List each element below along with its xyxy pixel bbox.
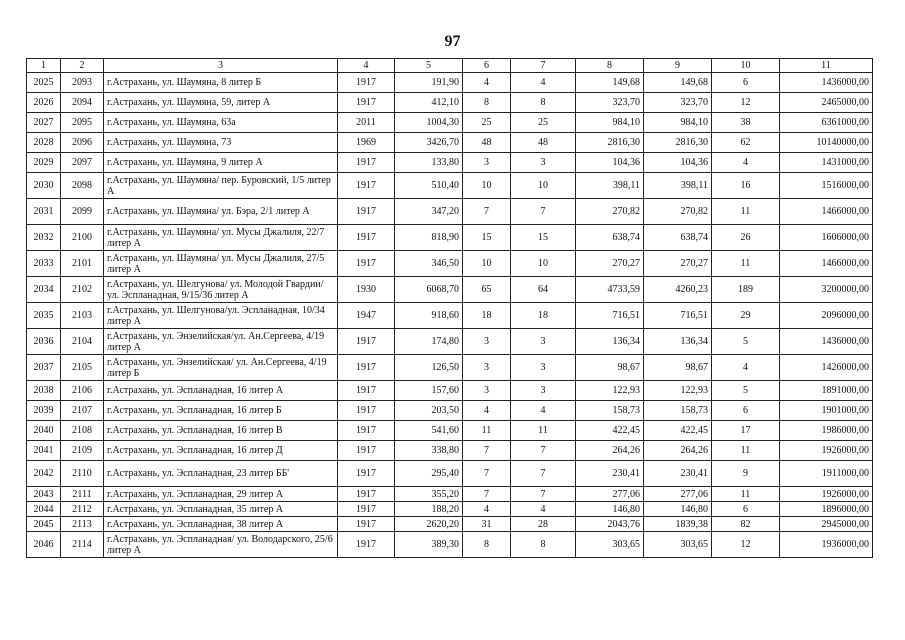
column-6-cell: 15: [463, 225, 511, 251]
column-9-cell: 230,41: [644, 461, 712, 487]
value-cell: 1911000,00: [780, 461, 873, 487]
registry-number-cell: 2110: [61, 461, 104, 487]
table-row: [27, 461, 873, 487]
table-row: [27, 73, 873, 93]
table-row: [27, 93, 873, 113]
column-10-cell: 11: [712, 441, 780, 461]
column-7-cell: 18: [511, 303, 576, 329]
column-10-cell: 6: [712, 401, 780, 421]
value-cell: 1891000,00: [780, 381, 873, 401]
year-cell: 1917: [338, 532, 395, 558]
value-cell: 1436000,00: [780, 73, 873, 93]
row-number-cell: 2039: [27, 401, 61, 421]
column-header: 7: [511, 59, 576, 73]
registry-number-cell: 2111: [61, 487, 104, 502]
registry-number-cell: 2103: [61, 303, 104, 329]
area-cell: 346,50: [395, 251, 463, 277]
row-number-cell: 2040: [27, 421, 61, 441]
column-10-cell: 38: [712, 113, 780, 133]
table-row: [27, 153, 873, 173]
value-cell: 1426000,00: [780, 355, 873, 381]
registry-number-cell: 2098: [61, 173, 104, 199]
table-row: [27, 251, 873, 277]
year-cell: 1917: [338, 461, 395, 487]
row-number-cell: 2032: [27, 225, 61, 251]
column-10-cell: 5: [712, 329, 780, 355]
row-number-cell: 2034: [27, 277, 61, 303]
column-6-cell: 3: [463, 381, 511, 401]
registry-number-cell: 2105: [61, 355, 104, 381]
value-cell: 1986000,00: [780, 421, 873, 441]
column-7-cell: 28: [511, 517, 576, 532]
column-8-cell: 149,68: [576, 73, 644, 93]
value-cell: 3200000,00: [780, 277, 873, 303]
registry-number-cell: 2114: [61, 532, 104, 558]
year-cell: 1917: [338, 199, 395, 225]
column-7-cell: 3: [511, 329, 576, 355]
address-cell: г.Астрахань, ул. Эспланадная, 29 литер А: [104, 487, 338, 502]
year-cell: 1917: [338, 173, 395, 199]
column-header: 6: [463, 59, 511, 73]
table-row: [27, 113, 873, 133]
area-cell: 1004,30: [395, 113, 463, 133]
column-9-cell: 149,68: [644, 73, 712, 93]
column-7-cell: 4: [511, 73, 576, 93]
column-8-cell: 716,51: [576, 303, 644, 329]
column-9-cell: 98,67: [644, 355, 712, 381]
table-row: [27, 303, 873, 329]
address-cell: г.Астрахань, ул. Энзелийская/ул. Ан.Сергеева, 4/19 литер А: [104, 329, 338, 355]
address-cell: г.Астрахань, ул. Эспланадная, 16 литер Б: [104, 401, 338, 421]
row-number-cell: 2037: [27, 355, 61, 381]
column-10-cell: 17: [712, 421, 780, 441]
value-cell: 10140000,00: [780, 133, 873, 153]
column-8-cell: 422,45: [576, 421, 644, 441]
area-cell: 541,60: [395, 421, 463, 441]
area-cell: 347,20: [395, 199, 463, 225]
area-cell: 126,50: [395, 355, 463, 381]
column-6-cell: 7: [463, 199, 511, 225]
column-9-cell: 136,34: [644, 329, 712, 355]
column-9-cell: 2816,30: [644, 133, 712, 153]
address-cell: г.Астрахань, ул. Шаумяна, 63а: [104, 113, 338, 133]
column-6-cell: 18: [463, 303, 511, 329]
row-number-cell: 2041: [27, 441, 61, 461]
area-cell: 6068,70: [395, 277, 463, 303]
column-8-cell: 122,93: [576, 381, 644, 401]
column-7-cell: 7: [511, 461, 576, 487]
column-7-cell: 11: [511, 421, 576, 441]
column-header: 10: [712, 59, 780, 73]
column-header: 11: [780, 59, 873, 73]
row-number-cell: 2033: [27, 251, 61, 277]
row-number-cell: 2042: [27, 461, 61, 487]
value-cell: 6361000,00: [780, 113, 873, 133]
table-row: [27, 441, 873, 461]
address-cell: г.Астрахань, ул. Шелгунова/ ул. Молодой Гвардии/ ул. Эспланадная, 9/15/36 литер А: [104, 277, 338, 303]
column-8-cell: 98,67: [576, 355, 644, 381]
registry-number-cell: 2094: [61, 93, 104, 113]
year-cell: 1917: [338, 251, 395, 277]
table-row: [27, 381, 873, 401]
column-8-cell: 270,82: [576, 199, 644, 225]
column-7-cell: 64: [511, 277, 576, 303]
registry-number-cell: 2107: [61, 401, 104, 421]
column-6-cell: 8: [463, 532, 511, 558]
column-9-cell: 4260,23: [644, 277, 712, 303]
column-7-cell: 7: [511, 441, 576, 461]
table-row: [27, 401, 873, 421]
property-table: [26, 58, 873, 558]
table-row: [27, 329, 873, 355]
table-body: [27, 59, 873, 558]
column-header: 2: [61, 59, 104, 73]
table-row: [27, 133, 873, 153]
address-cell: г.Астрахань, ул. Шаумяна/ ул. Мусы Джалиля, 22/7 литер А: [104, 225, 338, 251]
table-row: [27, 487, 873, 502]
year-cell: 1917: [338, 355, 395, 381]
registry-number-cell: 2104: [61, 329, 104, 355]
column-10-cell: 26: [712, 225, 780, 251]
column-7-cell: 8: [511, 93, 576, 113]
column-10-cell: 12: [712, 532, 780, 558]
area-cell: 412,10: [395, 93, 463, 113]
page-number: 97: [444, 33, 461, 50]
table-row: [27, 173, 873, 199]
area-cell: 133,80: [395, 153, 463, 173]
year-cell: 1917: [338, 381, 395, 401]
area-cell: 174,80: [395, 329, 463, 355]
column-10-cell: 29: [712, 303, 780, 329]
column-7-cell: 4: [511, 401, 576, 421]
row-number-cell: 2045: [27, 517, 61, 532]
year-cell: 1917: [338, 93, 395, 113]
table-row: [27, 199, 873, 225]
column-9-cell: 303,65: [644, 532, 712, 558]
area-cell: 918,60: [395, 303, 463, 329]
column-7-cell: 48: [511, 133, 576, 153]
address-cell: г.Астрахань, ул. Шаумяна/ ул. Мусы Джалиля, 27/5 литер А: [104, 251, 338, 277]
value-cell: 1466000,00: [780, 251, 873, 277]
row-number-cell: 2025: [27, 73, 61, 93]
column-6-cell: 7: [463, 441, 511, 461]
area-cell: 389,30: [395, 532, 463, 558]
column-7-cell: 3: [511, 355, 576, 381]
registry-number-cell: 2106: [61, 381, 104, 401]
column-7-cell: 15: [511, 225, 576, 251]
column-6-cell: 8: [463, 93, 511, 113]
column-9-cell: 104,36: [644, 153, 712, 173]
address-cell: г.Астрахань, ул. Шаумяна/ пер. Буровский, 1/5 литер А: [104, 173, 338, 199]
value-cell: 1926000,00: [780, 487, 873, 502]
row-number-cell: 2031: [27, 199, 61, 225]
column-8-cell: 2816,30: [576, 133, 644, 153]
value-cell: 1896000,00: [780, 502, 873, 517]
row-number-cell: 2035: [27, 303, 61, 329]
column-9-cell: 146,80: [644, 502, 712, 517]
row-number-cell: 2026: [27, 93, 61, 113]
column-6-cell: 31: [463, 517, 511, 532]
row-number-cell: 2038: [27, 381, 61, 401]
column-8-cell: 158,73: [576, 401, 644, 421]
row-number-cell: 2027: [27, 113, 61, 133]
row-number-cell: 2028: [27, 133, 61, 153]
address-cell: г.Астрахань, ул. Шаумяна/ ул. Бэра, 2/1 литер А: [104, 199, 338, 225]
year-cell: 1917: [338, 401, 395, 421]
address-cell: г.Астрахань, ул. Эспланадная, 16 литер Д: [104, 441, 338, 461]
year-cell: 1917: [338, 329, 395, 355]
column-8-cell: 984,10: [576, 113, 644, 133]
area-cell: 338,80: [395, 441, 463, 461]
column-7-cell: 3: [511, 381, 576, 401]
column-7-cell: 10: [511, 251, 576, 277]
column-8-cell: 303,65: [576, 532, 644, 558]
year-cell: 1947: [338, 303, 395, 329]
value-cell: 1516000,00: [780, 173, 873, 199]
year-cell: 1930: [338, 277, 395, 303]
registry-number-cell: 2097: [61, 153, 104, 173]
column-10-cell: 4: [712, 355, 780, 381]
row-number-cell: 2036: [27, 329, 61, 355]
column-8-cell: 264,26: [576, 441, 644, 461]
value-cell: 1901000,00: [780, 401, 873, 421]
column-10-cell: 9: [712, 461, 780, 487]
column-header: 9: [644, 59, 712, 73]
column-9-cell: 270,82: [644, 199, 712, 225]
column-8-cell: 136,34: [576, 329, 644, 355]
column-6-cell: 3: [463, 329, 511, 355]
column-10-cell: 11: [712, 487, 780, 502]
column-9-cell: 158,73: [644, 401, 712, 421]
column-10-cell: 82: [712, 517, 780, 532]
column-10-cell: 12: [712, 93, 780, 113]
address-cell: г.Астрахань, ул. Шелгунова/ул. Эспланадная, 10/34 литер А: [104, 303, 338, 329]
column-10-cell: 6: [712, 73, 780, 93]
column-9-cell: 323,70: [644, 93, 712, 113]
value-cell: 1936000,00: [780, 532, 873, 558]
column-9-cell: 1839,38: [644, 517, 712, 532]
row-number-cell: 2030: [27, 173, 61, 199]
address-cell: г.Астрахань, ул. Эспланадная, 38 литер А: [104, 517, 338, 532]
column-8-cell: 323,70: [576, 93, 644, 113]
address-cell: г.Астрахань, ул. Шаумяна, 59, литер А: [104, 93, 338, 113]
registry-number-cell: 2093: [61, 73, 104, 93]
column-6-cell: 4: [463, 73, 511, 93]
column-10-cell: 5: [712, 381, 780, 401]
column-7-cell: 7: [511, 487, 576, 502]
year-cell: 1917: [338, 73, 395, 93]
column-10-cell: 11: [712, 199, 780, 225]
year-cell: 1917: [338, 153, 395, 173]
table-row: [27, 225, 873, 251]
column-7-cell: 10: [511, 173, 576, 199]
table-row: [27, 502, 873, 517]
address-cell: г.Астрахань, ул. Эспланадная/ ул. Володарского, 25/6 литер А: [104, 532, 338, 558]
column-9-cell: 270,27: [644, 251, 712, 277]
column-10-cell: 189: [712, 277, 780, 303]
registry-number-cell: 2096: [61, 133, 104, 153]
area-cell: 2620,20: [395, 517, 463, 532]
column-6-cell: 65: [463, 277, 511, 303]
value-cell: 1431000,00: [780, 153, 873, 173]
value-cell: 1466000,00: [780, 199, 873, 225]
area-cell: 188,20: [395, 502, 463, 517]
area-cell: 510,40: [395, 173, 463, 199]
address-cell: г.Астрахань, ул. Энзелийская/ ул. Ан.Сергеева, 4/19 литер Б: [104, 355, 338, 381]
column-8-cell: 277,06: [576, 487, 644, 502]
area-cell: 203,50: [395, 401, 463, 421]
column-7-cell: 7: [511, 199, 576, 225]
column-7-cell: 3: [511, 153, 576, 173]
column-6-cell: 11: [463, 421, 511, 441]
year-cell: 1917: [338, 441, 395, 461]
column-9-cell: 638,74: [644, 225, 712, 251]
row-number-cell: 2043: [27, 487, 61, 502]
area-cell: 818,90: [395, 225, 463, 251]
column-9-cell: 422,45: [644, 421, 712, 441]
year-cell: 1917: [338, 225, 395, 251]
registry-number-cell: 2108: [61, 421, 104, 441]
table-row: [27, 355, 873, 381]
table-row: [27, 421, 873, 441]
year-cell: 1917: [338, 502, 395, 517]
column-9-cell: 716,51: [644, 303, 712, 329]
registry-number-cell: 2109: [61, 441, 104, 461]
column-8-cell: 146,80: [576, 502, 644, 517]
column-10-cell: 4: [712, 153, 780, 173]
column-10-cell: 62: [712, 133, 780, 153]
column-9-cell: 122,93: [644, 381, 712, 401]
registry-number-cell: 2113: [61, 517, 104, 532]
column-9-cell: 984,10: [644, 113, 712, 133]
column-6-cell: 10: [463, 251, 511, 277]
registry-number-cell: 2101: [61, 251, 104, 277]
registry-number-cell: 2095: [61, 113, 104, 133]
column-8-cell: 638,74: [576, 225, 644, 251]
address-cell: г.Астрахань, ул. Шаумяна, 9 литер А: [104, 153, 338, 173]
area-cell: 191,90: [395, 73, 463, 93]
table-row: [27, 277, 873, 303]
column-header: 4: [338, 59, 395, 73]
registry-number-cell: 2099: [61, 199, 104, 225]
table-row: [27, 517, 873, 532]
header-row: [27, 59, 873, 73]
area-cell: 3426,70: [395, 133, 463, 153]
column-8-cell: 104,36: [576, 153, 644, 173]
column-6-cell: 3: [463, 355, 511, 381]
year-cell: 1917: [338, 517, 395, 532]
column-6-cell: 25: [463, 113, 511, 133]
address-cell: г.Астрахань, ул. Шаумяна, 8 литер Б: [104, 73, 338, 93]
area-cell: 157,60: [395, 381, 463, 401]
value-cell: 1926000,00: [780, 441, 873, 461]
year-cell: 1969: [338, 133, 395, 153]
column-8-cell: 4733,59: [576, 277, 644, 303]
column-6-cell: 10: [463, 173, 511, 199]
column-9-cell: 264,26: [644, 441, 712, 461]
row-number-cell: 2046: [27, 532, 61, 558]
value-cell: 1606000,00: [780, 225, 873, 251]
registry-number-cell: 2100: [61, 225, 104, 251]
column-6-cell: 4: [463, 502, 511, 517]
value-cell: 2945000,00: [780, 517, 873, 532]
column-8-cell: 2043,76: [576, 517, 644, 532]
column-7-cell: 8: [511, 532, 576, 558]
value-cell: 2465000,00: [780, 93, 873, 113]
row-number-cell: 2044: [27, 502, 61, 517]
address-cell: г.Астрахань, ул. Эспланадная, 23 литер ББ': [104, 461, 338, 487]
value-cell: 1436000,00: [780, 329, 873, 355]
address-cell: г.Астрахань, ул. Шаумяна, 73: [104, 133, 338, 153]
registry-number-cell: 2102: [61, 277, 104, 303]
column-6-cell: 7: [463, 461, 511, 487]
value-cell: 2096000,00: [780, 303, 873, 329]
row-number-cell: 2029: [27, 153, 61, 173]
column-7-cell: 25: [511, 113, 576, 133]
column-7-cell: 4: [511, 502, 576, 517]
address-cell: г.Астрахань, ул. Эспланадная, 16 литер В: [104, 421, 338, 441]
address-cell: г.Астрахань, ул. Эспланадная, 16 литер А: [104, 381, 338, 401]
column-10-cell: 6: [712, 502, 780, 517]
registry-number-cell: 2112: [61, 502, 104, 517]
area-cell: 295,40: [395, 461, 463, 487]
year-cell: 2011: [338, 113, 395, 133]
column-8-cell: 270,27: [576, 251, 644, 277]
column-header: 3: [104, 59, 338, 73]
area-cell: 355,20: [395, 487, 463, 502]
address-cell: г.Астрахань, ул. Эспланадная, 35 литер А: [104, 502, 338, 517]
column-header: 1: [27, 59, 61, 73]
column-header: 8: [576, 59, 644, 73]
column-6-cell: 4: [463, 401, 511, 421]
column-8-cell: 398,11: [576, 173, 644, 199]
column-6-cell: 3: [463, 153, 511, 173]
column-6-cell: 7: [463, 487, 511, 502]
column-9-cell: 277,06: [644, 487, 712, 502]
column-6-cell: 48: [463, 133, 511, 153]
column-10-cell: 11: [712, 251, 780, 277]
year-cell: 1917: [338, 421, 395, 441]
table-row: [27, 532, 873, 558]
column-header: 5: [395, 59, 463, 73]
column-9-cell: 398,11: [644, 173, 712, 199]
column-8-cell: 230,41: [576, 461, 644, 487]
column-10-cell: 16: [712, 173, 780, 199]
year-cell: 1917: [338, 487, 395, 502]
